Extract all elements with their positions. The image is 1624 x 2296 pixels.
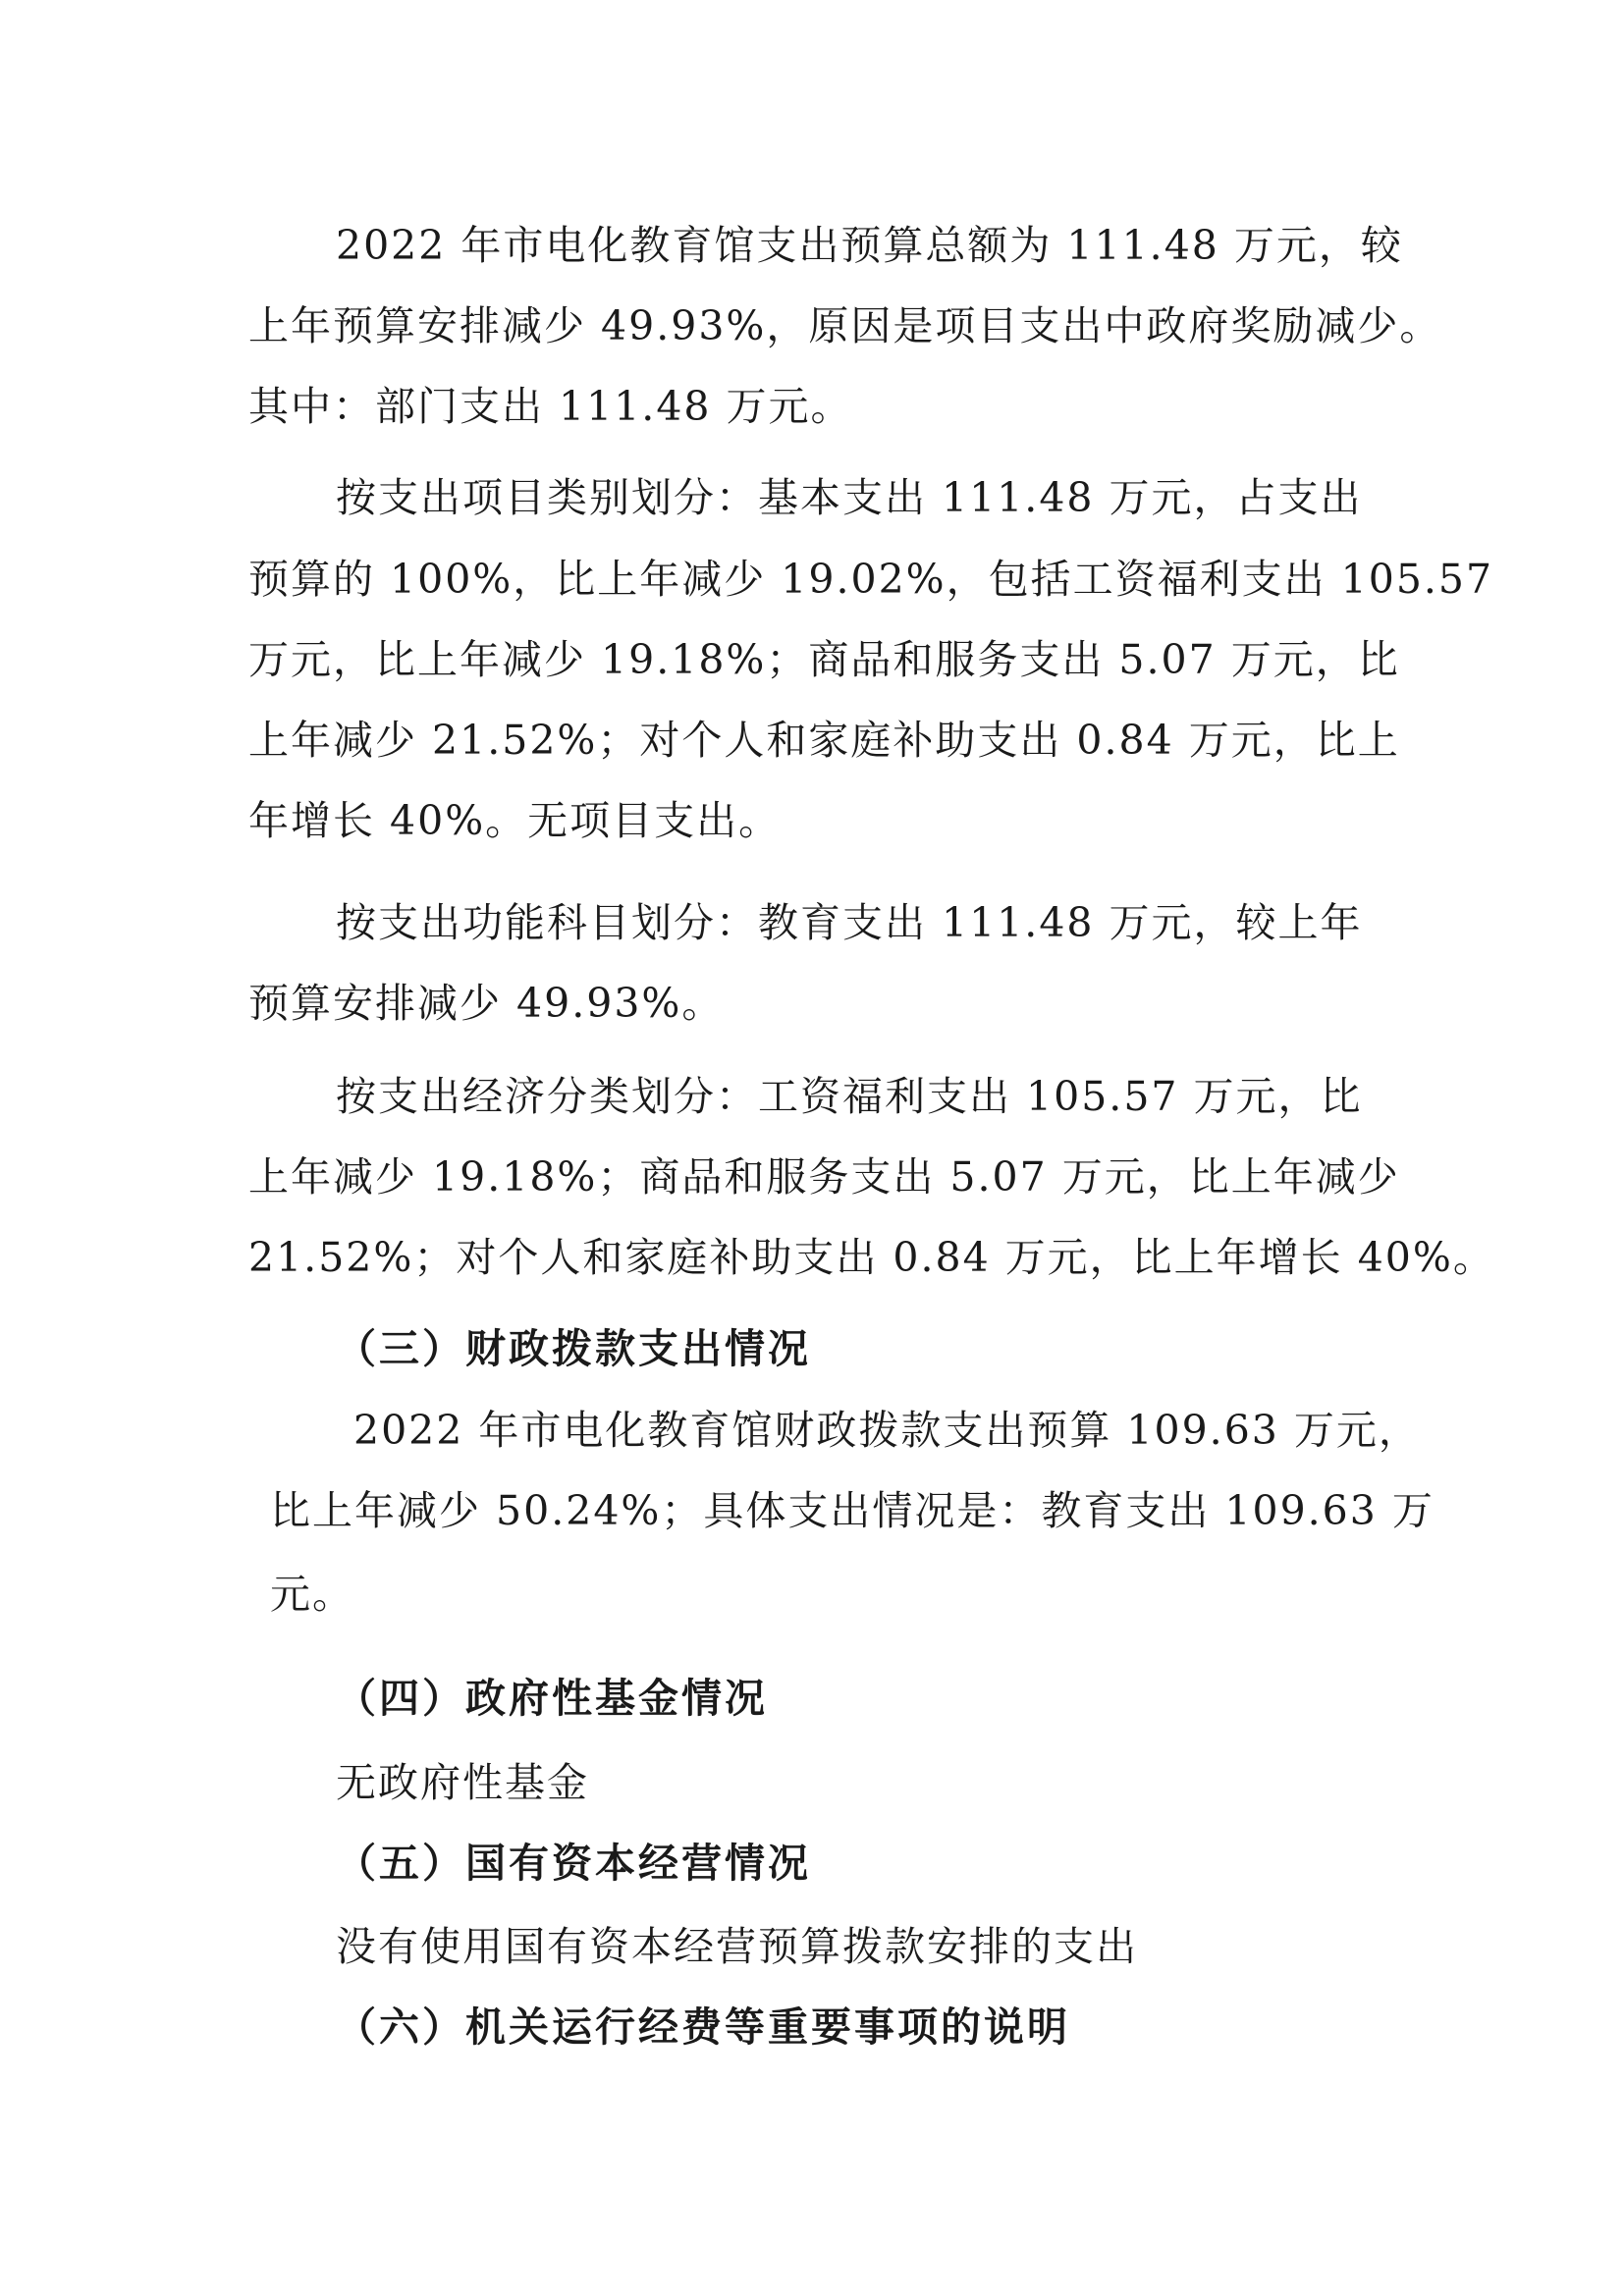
section-3-line-2: 比上年减少 50.24%；具体支出情况是：教育支出 109.63 万 bbox=[270, 1487, 1435, 1534]
paragraph-3-line-2: 预算安排减少 49.93%。 bbox=[248, 980, 725, 1027]
paragraph-2-line-1: 按支出项目类别划分：基本支出 111.48 万元，占支出 bbox=[336, 474, 1363, 521]
paragraph-1-line-1: 2022 年市电化教育馆支出预算总额为 111.48 万元，较 bbox=[336, 222, 1403, 269]
paragraph-2-line-3: 万元，比上年减少 19.18%；商品和服务支出 5.07 万元，比 bbox=[248, 636, 1400, 683]
section-3-line-1: 2022 年市电化教育馆财政拨款支出预算 109.63 万元， bbox=[353, 1407, 1421, 1454]
section-4-heading: （四）政府性基金情况 bbox=[336, 1675, 768, 1722]
paragraph-1-line-3: 其中：部门支出 111.48 万元。 bbox=[248, 383, 853, 430]
paragraph-3-line-1: 按支出功能科目划分：教育支出 111.48 万元，较上年 bbox=[336, 899, 1363, 946]
section-3-heading: （三）财政拨款支出情况 bbox=[336, 1325, 811, 1372]
paragraph-2-line-5: 年增长 40%。无项目支出。 bbox=[248, 797, 782, 844]
section-5-heading: （五）国有资本经营情况 bbox=[336, 1840, 811, 1887]
section-4-text: 无政府性基金 bbox=[336, 1759, 589, 1806]
paragraph-1-line-2: 上年预算安排减少 49.93%，原因是项目支出中政府奖励减少。 bbox=[248, 302, 1442, 349]
paragraph-4-line-2: 上年减少 19.18%；商品和服务支出 5.07 万元，比上年减少 bbox=[248, 1153, 1400, 1201]
section-5-text: 没有使用国有资本经营预算拨款安排的支出 bbox=[336, 1923, 1138, 1970]
paragraph-4-line-3: 21.52%；对个人和家庭补助支出 0.84 万元，比上年增长 40%。 bbox=[248, 1234, 1495, 1281]
section-6-heading: （六）机关运行经费等重要事项的说明 bbox=[336, 2003, 1070, 2051]
paragraph-2-line-2: 预算的 100%，比上年减少 19.02%，包括工资福利支出 105.57 bbox=[248, 556, 1494, 603]
paragraph-2-line-4: 上年减少 21.52%；对个人和家庭补助支出 0.84 万元，比上 bbox=[248, 717, 1400, 764]
section-3-line-3: 元。 bbox=[270, 1571, 354, 1618]
paragraph-4-line-1: 按支出经济分类划分：工资福利支出 105.57 万元，比 bbox=[336, 1073, 1363, 1120]
